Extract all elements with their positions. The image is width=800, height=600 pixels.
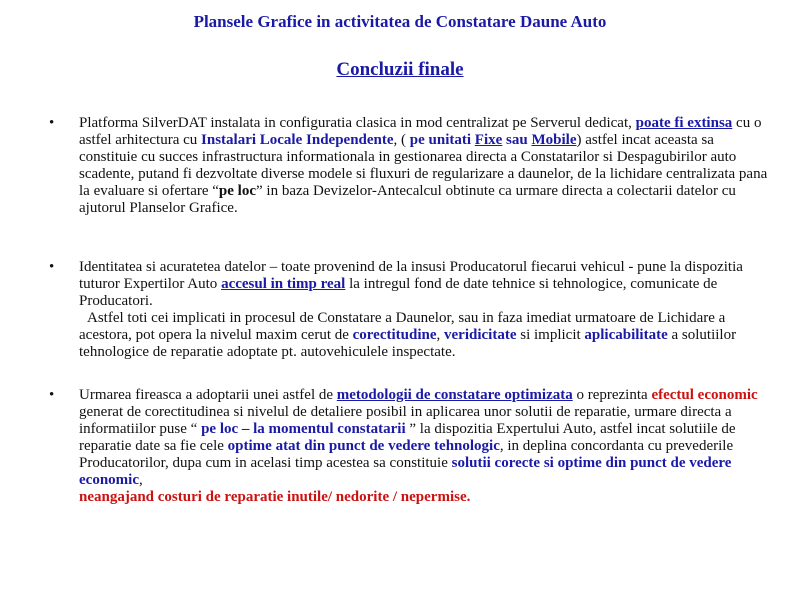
text-segment: ” in baza Devizelor-Antecalcul obtinute ca urmare directa a colectarii datelor cu ajutorul Planselor Grafice. <box>79 183 736 216</box>
section-subtitle: Concluzii finale <box>336 59 464 80</box>
text-segment: generat de corectitudinea si nivelul de detaliere posibil in aplicarea unor solutii de reparatie, urmare directa a informatiilor puse “ <box>79 404 732 437</box>
highlight-corectitudine: corectitudine <box>352 327 437 343</box>
highlight-veridicitate: veridicitate <box>444 327 517 343</box>
text-segment: a solutiilor tehnologice de reparatie adoptate pt. autovehiculele inspectate. <box>79 327 737 360</box>
link-metodologii-constatare[interactable]: metodologii de constatare optimizata <box>336 387 573 403</box>
bullet-platform-silverdat <box>49 115 769 217</box>
text-segment: , <box>436 327 445 343</box>
bullet-dot-icon: • <box>49 115 55 131</box>
highlight-sau: sau <box>506 132 528 148</box>
bullet-identitatea-datelor <box>49 259 769 361</box>
link-accesul-in-timp-real[interactable]: accesul in timp real <box>221 276 346 292</box>
text-segment: Platforma SilverDAT instalata in configuratia clasica in mod centralizat pe Serverul dedicat, <box>79 115 636 131</box>
bullet-efect-economic <box>49 387 769 506</box>
text-segment: Astfel toti cei implicati in procesul de Constatare a Daunelor, sau in faza imediat urmatoare de Lichidare a acestora, pot opera la nivelul maxim cerut de <box>79 310 726 343</box>
highlight-instalari-locale: Instalari Locale Independente <box>201 132 394 148</box>
highlight-pe-loc-momentul: pe loc – la momentul constatarii <box>201 421 406 437</box>
highlight-efectul-economic: efectul economic <box>651 387 758 403</box>
highlight-neangajand-costuri: neangajand costuri de reparatie inutile/ nedorite / nepermise. <box>79 489 471 505</box>
text-segment: ) astfel incat aceasta sa constituie cu succes infrastructura informationala in gestionarea directa a Constatarilor si Despagubirilor auto scadente, putand fi dezvoltate diverse modele si fluxuri de regularizare a daunelor, de la lichidare centralizata pana la evaluare si ofertare “ <box>79 132 768 199</box>
text-segment: o reprezinta <box>572 387 652 403</box>
text-segment: si implicit <box>516 327 585 343</box>
highlight-aplicabilitate: aplicabilitate <box>584 327 668 343</box>
text-segment: , in deplina concordanta cu prevederile Producatorilor, dupa cum in acelasi timp acestea sa constituie <box>79 438 734 471</box>
highlight-optime-tehnologic: optime atat din punct de vedere tehnologic <box>227 438 500 454</box>
highlight-pe-loc: pe loc <box>218 183 256 199</box>
highlight-pe-unitati: pe unitati <box>409 132 472 148</box>
text-segment: la intregul fond de date tehnice si tehnologice, comunicate de Producatori. <box>79 276 718 309</box>
link-fixe[interactable]: Fixe <box>474 132 503 148</box>
text-segment: ” la dispozitia Expertului Auto, astfel incat solutiile de reparatie date sa fie cele <box>79 421 736 454</box>
text-segment: , <box>138 472 143 488</box>
text-segment: Identitatea si acuratetea datelor – toate provenind de la insusi Producatorul fiecarui vehicul - pune la dispozitia tuturor Expertilor Auto <box>79 259 743 292</box>
text-segment: cu o astfel arhitectura cu <box>79 115 762 148</box>
page-title: Plansele Grafice in activitatea de Constatare Daune Auto <box>193 12 607 31</box>
text-segment: , ( <box>393 132 410 148</box>
bullet-dot-icon: • <box>49 259 55 275</box>
text-segment: Urmarea fireasca a adoptarii unei astfel de <box>79 387 337 403</box>
link-mobile[interactable]: Mobile <box>531 132 577 148</box>
bullet-dot-icon: • <box>49 387 55 403</box>
highlight-solutii-economic: solutii corecte si optime din punct de vedere economic <box>79 455 732 488</box>
link-poate-fi-extinsa[interactable]: poate fi extinsa <box>635 115 733 131</box>
